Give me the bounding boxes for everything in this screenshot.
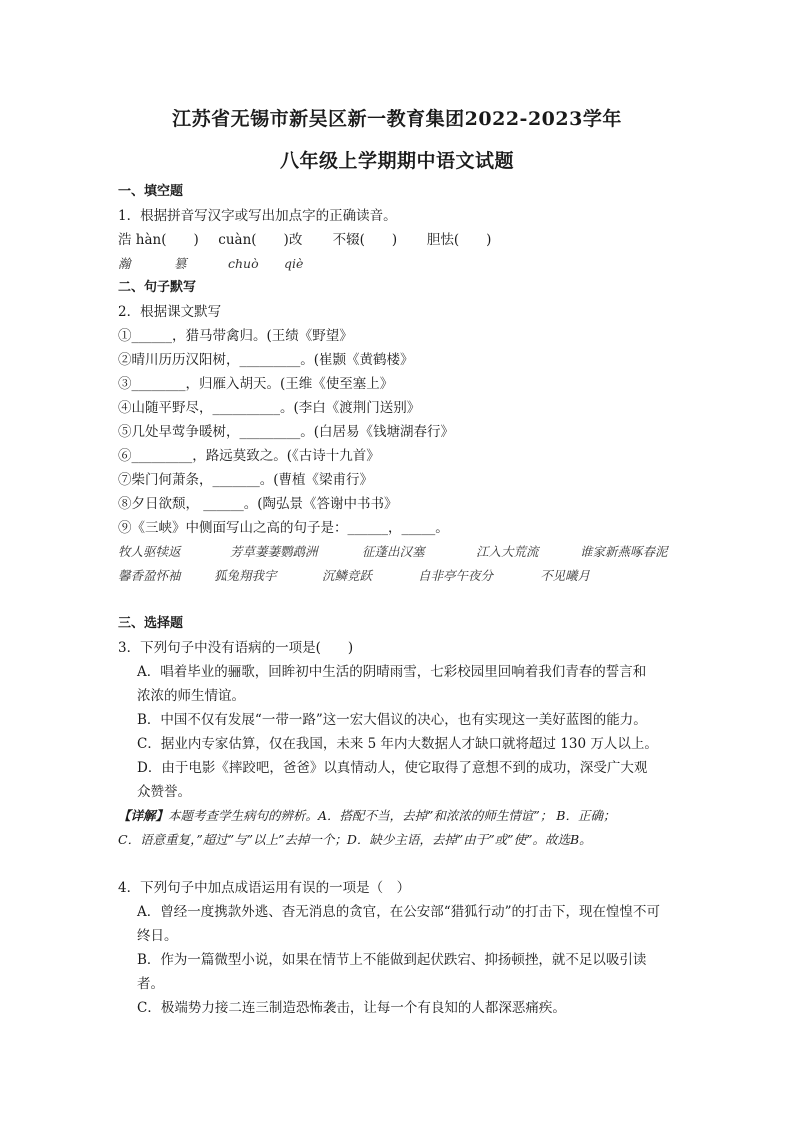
answer-item: 不见曦月 xyxy=(539,568,590,583)
question-3-option-d-cont: 众赞誉。 xyxy=(137,784,191,800)
section-heading-fill-blank: 一、填空题 xyxy=(118,184,184,199)
answer-item: 狐兔翔我宇 xyxy=(213,568,277,583)
dictation-item: ②晴川历历汉阳树，_________。(崔颢《黄鹤楼》 xyxy=(118,352,414,368)
answer-item: 牧人驱犊返 xyxy=(118,544,181,559)
pinyin-item: 胆怯( ) xyxy=(426,232,492,248)
question-4-option-c: C．极端势力接二连三制造恐怖袭击，让每一个有良知的人都深恶痛疾。 xyxy=(137,1000,566,1016)
dictation-item: ⑦柴门何萧条，_______。(曹植《梁甫行》 xyxy=(118,472,374,488)
question-1-answers xyxy=(118,254,678,274)
question-4-option-a-cont: 终日。 xyxy=(137,928,178,944)
pinyin-item: 不辍( ) xyxy=(332,232,398,248)
answer-item: 篡 xyxy=(173,256,187,271)
answer-item: 馨香盈怀袖 xyxy=(118,568,181,583)
dictation-item: ⑤几处早莺争暖树，_________。(白居易《钱塘湖春行》 xyxy=(118,424,455,440)
question-3-option-b: B．中国不仅有发展“一带一路”这一宏大倡议的决心，也有实现这一美好蓝图的能力。 xyxy=(137,712,647,728)
dictation-item: ④山随平野尽，__________。(李白《渡荆门送别》 xyxy=(118,400,421,416)
question-4-stem: 4．下列句子中加点成语运用有误的一项是（ ） xyxy=(118,880,411,896)
section-heading-dictation: 二、句子默写 xyxy=(118,280,197,295)
section-heading-choice: 三、选择题 xyxy=(118,616,184,631)
dictation-item: ⑥_________，路远莫致之。(《古诗十九首》 xyxy=(118,448,380,464)
dictation-item: ③________，归雁入胡天。(王维《使至塞上》 xyxy=(118,376,394,392)
question-3-stem: 3．下列句子中没有语病的一项是( ) xyxy=(118,640,354,656)
question-3-option-d: D．由于电影《摔跤吧，爸爸》以真情动人，使它取得了意想不到的成功，深受广大观 xyxy=(137,760,648,776)
dictation-item: ⑧夕日欲颓， ______。(陶弘景《答谢中书书》 xyxy=(118,496,398,512)
answer-item: 谁家新燕啄春泥 xyxy=(579,544,668,559)
dictation-item: ⑨《三峡》中侧面写山之高的句子是：______，_____。 xyxy=(118,520,449,536)
answer-item: chuò xyxy=(227,256,259,271)
question-1-stem: 1．根据拼音写汉字或写出加点字的正确读音。 xyxy=(118,208,397,224)
answer-item: 沉鳞竞跃 xyxy=(321,568,372,583)
question-4-option-a: A．曾经一度携款外逃、杳无消息的贪官，在公安部“猎狐行动”的打击下，现在惶惶不可 xyxy=(137,904,661,920)
question-3-option-c: C．据业内专家估算，仅在我国，未来 5 年内大数据人才缺口就将超过 130 万人以上。 xyxy=(137,736,658,752)
answer-item: 自非亭午夜分 xyxy=(417,568,493,583)
answer-item: qiè xyxy=(283,256,304,271)
document-title-line2: 八年级上学期期中语文试题 xyxy=(279,150,514,172)
detail-text: 本题考查学生病句的辨析。A．搭配不当，去掉”和浓浓的师生情谊”； B．正确； xyxy=(168,808,616,823)
question-4-option-b: B．作为一篇微型小说，如果在情节上不能做到起伏跌宕、抑扬顿挫，就不足以吸引读 xyxy=(137,952,647,968)
question-3-detail-cont: C．语意重复，”超过”与”以上”去掉一个；D．缺少主语，去掉”由于”或”使”。故选B。 xyxy=(118,832,592,847)
dictation-answers-row-2 xyxy=(118,566,678,586)
pinyin-item: cuàn( )改 xyxy=(218,232,303,248)
question-4-option-b-cont: 者。 xyxy=(137,976,164,992)
question-1-pinyin-row xyxy=(118,230,678,250)
pinyin-item: 浩 hàn( ) xyxy=(118,232,199,248)
question-3-option-a-cont: 浓浓的师生情谊。 xyxy=(137,688,245,704)
answer-item: 瀚 xyxy=(118,256,131,271)
answer-item: 征蓬出汉塞 xyxy=(361,544,425,559)
question-2-stem: 2．根据课文默写 xyxy=(118,304,222,320)
dictation-answers-row-1 xyxy=(118,542,678,562)
detail-tag: 【详解】 xyxy=(118,808,169,823)
question-3-option-a: A．唱着毕业的骊歌，回眸初中生活的阴晴雨雪，七彩校园里回响着我们青春的誓言和 xyxy=(137,664,647,680)
document-title-line1: 江苏省无锡市新吴区新一教育集团2022-2023学年 xyxy=(172,108,622,130)
answer-item: 江入大荒流 xyxy=(475,544,539,559)
dictation-item: ①______，猎马带禽归。(王绩《野望》 xyxy=(118,328,353,344)
question-3-detail xyxy=(118,806,678,826)
answer-item: 芳草萋萋鹦鹉洲 xyxy=(229,544,318,559)
